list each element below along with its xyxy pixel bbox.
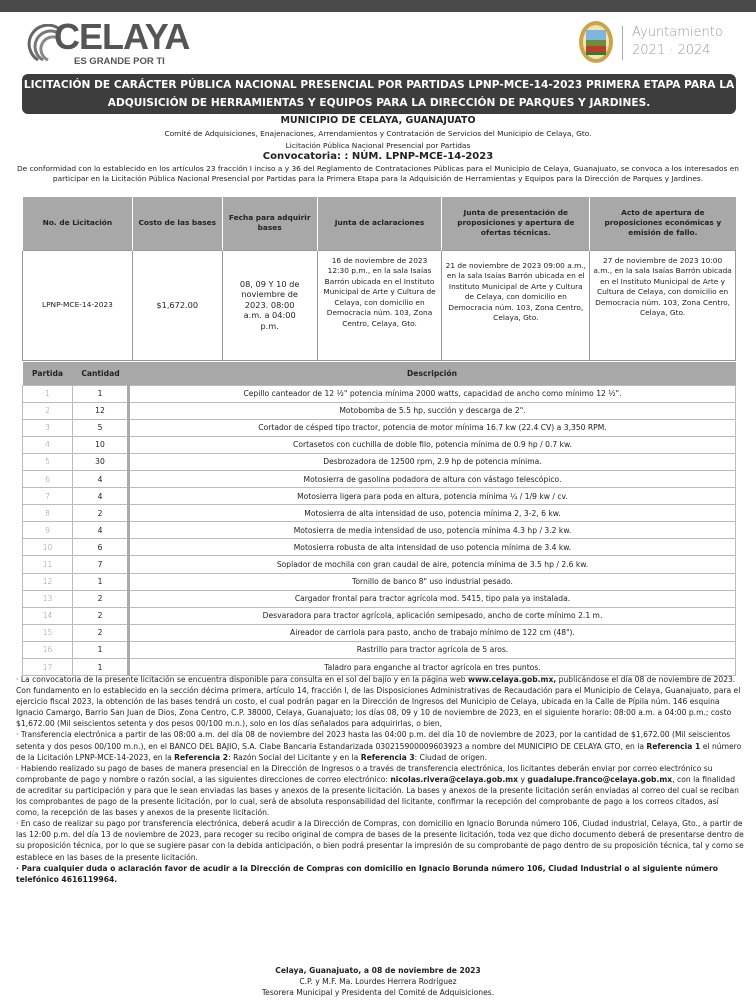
table-row xyxy=(23,556,736,573)
cantidad-cell: 10 xyxy=(73,436,129,453)
fecha-bases: 08, 09 Y 10 de noviembre de 2023. 08:00 a.m. a 04:00 p.m. xyxy=(222,250,317,360)
schedule-row xyxy=(23,250,736,360)
descripcion-cell: Cortador de césped tipo tractor, potencia de motor mínima 16.7 kw (22.4 CV) a 3,350 RPM. xyxy=(129,419,736,436)
ayuntamiento-label xyxy=(632,24,723,60)
descripcion-cell: Desbrozadora de 12500 rpm, 2.9 hp de potencia mínima. xyxy=(129,453,736,470)
col-header-fecha: Fecha para adquirir bases xyxy=(222,197,317,250)
partida-cell: 6 xyxy=(23,470,73,487)
descripcion-cell: Motosierra ligera para poda en altura, potencia mínima ¼ / 1/9 kw / cv. xyxy=(129,488,736,505)
descripcion-cell: Rastrillo para tractor agrícola de 5 aros. xyxy=(129,641,736,658)
descripcion-cell: Motosierra de alta intensidad de uso, potencia mínima 2, 3-2, 6 kw. xyxy=(129,505,736,522)
partida-cell: 17 xyxy=(23,659,73,676)
descripcion-cell: Cortasetos con cuchilla de doble filo, potencia mínima de 0.9 hp / 0.7 kw. xyxy=(129,436,736,453)
header-separator xyxy=(622,26,623,60)
col-header-partida: Partida xyxy=(23,362,73,385)
partida-cell: 10 xyxy=(23,539,73,556)
cantidad-cell: 1 xyxy=(73,385,129,402)
descripcion-cell: Soplador de mochila con gran caudal de aire, potencia mínima de 3.5 hp / 2.6 kw. xyxy=(129,556,736,573)
col-header-costo: Costo de las bases xyxy=(132,197,222,250)
top-bar xyxy=(0,0,756,12)
cantidad-cell: 6 xyxy=(73,539,129,556)
descripcion-cell: Motobomba de 5.5 hp, succión y descarga de 2". xyxy=(129,402,736,419)
partida-cell: 2 xyxy=(23,402,73,419)
partida-cell: 13 xyxy=(23,590,73,607)
licitacion-number: LPNP-MCE-14-2023 xyxy=(23,250,133,360)
items-table xyxy=(22,362,736,676)
signature-name: C.P. y M.F. Ma. Lourdes Herrera Rodríguez xyxy=(299,977,457,986)
partida-cell: 16 xyxy=(23,641,73,658)
col-header-cantidad: Cantidad xyxy=(73,362,129,385)
items-header-row xyxy=(23,362,736,385)
descripcion-cell: Motosierra robusta de alta intensidad de uso potencia mínima de 3.4 kw. xyxy=(129,539,736,556)
table-row xyxy=(23,402,736,419)
col-header-licitacion: No. de Licitación xyxy=(23,197,133,250)
licitacion-type: Licitación Pública Nacional Presencial por Partidas xyxy=(285,141,471,150)
intro-paragraph: De conformidad con lo establecido en los artículos 23 fracción I inciso a y 36 del Reglamento de Contrataciones Públicas para el Municipio de Celaya, Guanajuato, se convoca a los interesados en participar en la Licitación Pública Nacional Presencial por Partidas para la Primera Etapa para la Adquisición de Herramientas y Equipos para la Dirección de Parques y Jardines. xyxy=(16,164,739,183)
ayuntamiento-years: 2021 · 2024 xyxy=(632,43,711,58)
costo-bases: $1,672.00 xyxy=(132,250,222,360)
email-link-1[interactable]: nicolas.rivera@celaya.gob.mx xyxy=(390,774,519,784)
descripcion-cell: Cepillo canteador de 12 ½" potencia mínima 2000 watts, capacidad de ancho como mínimo 12 ½". xyxy=(129,385,736,402)
descripcion-cell: Cargador frontal para tractor agrícola mod. 5415, tipo pala ya instalada. xyxy=(129,590,736,607)
comite-text: Comité de Adquisiciones, Enajenaciones, Arrendamientos y Contratación de Servicios del Municipio de Celaya, Gto. xyxy=(164,129,592,138)
ayuntamiento-text: Ayuntamiento xyxy=(632,25,723,40)
table-row xyxy=(23,573,736,590)
partida-cell: 5 xyxy=(23,453,73,470)
cantidad-cell: 1 xyxy=(73,641,129,658)
descripcion-cell: Motosierra de gasolina podadora de altura con vástago telescópico. xyxy=(129,470,736,487)
junta-aclaraciones: 16 de noviembre de 2023 12:30 p.m., en la sala Isaías Barrón ubicada en el Instituto Municipal de Arte y Cultura de Celaya, con domicilio en Democracia núm. 103, Zona Centro, Celaya, Gto. xyxy=(317,250,442,360)
partida-cell: 8 xyxy=(23,505,73,522)
partida-cell: 11 xyxy=(23,556,73,573)
celaya-logo xyxy=(24,16,190,68)
table-row xyxy=(23,590,736,607)
col-header-acto-apertura: Acto de apertura de proposiciones económicas y emisión de fallo. xyxy=(590,197,736,250)
table-row xyxy=(23,436,736,453)
cantidad-cell: 5 xyxy=(73,419,129,436)
schedule-header-row xyxy=(23,197,736,250)
descripcion-cell: Taladro para enganche al tractor agrícola en tres puntos. xyxy=(129,659,736,676)
cantidad-cell: 2 xyxy=(73,607,129,624)
cantidad-cell: 1 xyxy=(73,573,129,590)
partida-cell: 14 xyxy=(23,607,73,624)
cantidad-cell: 4 xyxy=(73,522,129,539)
partida-cell: 15 xyxy=(23,624,73,641)
cantidad-cell: 2 xyxy=(73,505,129,522)
banner-line-1: LICITACIÓN DE CARÁCTER PÚBLICA NACIONAL PRESENCIAL POR PARTIDAS LPNP-MCE-14-2023 PRIMERA ETAPA PARA LA xyxy=(23,79,735,91)
banner-line-2: ADQUISICIÓN DE HERRAMIENTAS Y EQUIPOS PARA LA DIRECCIÓN DE PARQUES Y JARDINES. xyxy=(107,97,651,109)
cantidad-cell: 7 xyxy=(73,556,129,573)
cantidad-cell: 2 xyxy=(73,624,129,641)
col-header-junta-presentacion: Junta de presentación de proposiciones y apertura de ofertas técnicas. xyxy=(442,197,590,250)
descripcion-cell: Aireador de carriola para pasto, ancho de trabajo mínimo de 122 cm (48"). xyxy=(129,624,736,641)
logo-text: CELAYA xyxy=(54,16,190,57)
col-header-descripcion: Descripción xyxy=(129,362,736,385)
table-row xyxy=(23,641,736,658)
table-row xyxy=(23,419,736,436)
partida-cell: 12 xyxy=(23,573,73,590)
municipal-seal-icon xyxy=(578,20,614,64)
logo-tagline: ES GRANDE POR TI xyxy=(74,56,165,67)
note-4: · En caso de realizar su pago por transferencia electrónica, deberá acudir a la Dirección de Compras, con domicilio en Ignacio Borunda número 106, Ciudad industrial, Celaya, Gto., a partir de las 12:00 p.m. del día 13 de noviembre de 2023, para recoger su recibo original de compra de bases de la presente licitación, toda vez que dicho documento deberá de presentarse dentro de su proposición técnica, por lo que se sugiere pasar con la debida anticipación, o bien podrá presentar la impresión de su comprobante de pago dentro de su proposición técnica, tal y como se establece en las bases de la presente licitación. xyxy=(16,819,744,862)
descripcion-cell: Motosierra de media intensidad de uso, potencia mínima 4.3 hp / 3.2 kw. xyxy=(129,522,736,539)
email-link-2[interactable]: guadalupe.franco@celaya.gob.mx xyxy=(527,774,673,784)
col-header-junta-aclaraciones: Junta de aclaraciones xyxy=(317,197,442,250)
partida-cell: 9 xyxy=(23,522,73,539)
table-row xyxy=(23,470,736,487)
cantidad-cell: 1 xyxy=(73,659,129,676)
acto-apertura: 27 de noviembre de 2023 10:00 a.m., en la sala Isaías Barrón ubicada en el Instituto Municipal de Arte y Cultura de Celaya, con domicilio en Democracia núm. 103, Zona Centro, Celaya, Gto. xyxy=(590,250,736,360)
note-1: · La convocatoria de la presente licitación se encuentra disponible para consulta en el sol del bajío y en la página web www.celaya.gob.mx, publicándose el día 08 de noviembre de 2023. Con fundamento en lo establecido en la sección décima primera, artículo 14, fracción I, de las Disposiciones Administrativas de Recaudación para el Municipio de Celaya, Guanajuato, para el ejercicio fiscal 2023, la obtención de las bases tendrá un costo, el cual podrán pagar en la Dirección de Ingresos del Municipio de Celaya, ubicada en la Calle de Pípila núm. 146 esquina Ignacio Camargo, Barrio San Juan de Dios, Zona Centro, C.P. 38000, Celaya, Guanajuato; los días 08, 09 y 10 de noviembre de 2023, en el siguiente horario: 08:00 a.m. a 04:00 p.m.; costo $1,672.00 (Mil seiscientos setenta y dos pesos 00/100 m.n.), solo en los días señalados para adquirirlas, o bien, xyxy=(16,675,741,729)
table-row xyxy=(23,522,736,539)
schedule-table xyxy=(22,197,736,361)
notes-section xyxy=(16,674,744,885)
table-row xyxy=(23,453,736,470)
convocatoria-number: Convocatoria: : NÚM. LPNP-MCE-14-2023 xyxy=(262,151,494,162)
cantidad-cell: 30 xyxy=(73,453,129,470)
website-link[interactable]: www.celaya.gob.mx, xyxy=(468,675,557,684)
note-5: · Para cualquier duda o aclaración favor de acudir a la Dirección de Compras con domicilio en Ignacio Borunda número 106, Ciudad Industrial o al siguiente número telefónico 4616119964. xyxy=(16,863,719,884)
descripcion-cell: Desvaradora para tractor agrícola, aplicación semipesado, ancho de corte mínimo 2.1 m. xyxy=(129,607,736,624)
table-row xyxy=(23,539,736,556)
table-row xyxy=(23,488,736,505)
table-row xyxy=(23,624,736,641)
table-row xyxy=(23,385,736,402)
junta-presentacion: 21 de noviembre de 2023 09:00 a.m., en la sala Isaías Barrón ubicada en el Instituto Municipal de Arte y Cultura de Celaya, con domicilio en Democracia núm. 103, Zona Centro, Celaya, Gto. xyxy=(442,250,590,360)
municipio-heading: MUNICIPIO DE CELAYA, GUANAJUATO xyxy=(280,115,476,126)
table-row xyxy=(23,607,736,624)
cantidad-cell: 12 xyxy=(73,402,129,419)
partida-cell: 1 xyxy=(23,385,73,402)
cantidad-cell: 4 xyxy=(73,470,129,487)
note-2: · Transferencia electrónica a partir de las 08:00 a.m. del día 08 de noviembre del 2023 hasta las 04:00 p.m. del día 10 de noviembre de 2023, por la cantidad de $1,672.00 (Mil seiscientos setenta y dos pesos 00/100 m.n.), en el BANCO DEL BAJIO, S.A. Clabe Bancaria Estandarizada 030215900009603923 a nombre del MUNICIPIO DE CELAYA GTO, en la Referencia 1 el número de la Licitación LPNP-MCE-14-2023, en la Referencia 2: Razón Social del Licitante y en la Referencia 3: Ciudad de origen. xyxy=(16,730,742,762)
table-row xyxy=(23,505,736,522)
partida-cell: 4 xyxy=(23,436,73,453)
cantidad-cell: 4 xyxy=(73,488,129,505)
note-3: · Habiendo realizado su pago de bases de manera presencial en la Dirección de Ingresos o a través de transferencia electrónica, los licitantes deberán enviar por correo electrónico su comprobante de pago y nombre o razón social, a las siguientes direcciones de correo electrónico: nicolas.rivera@celaya.gob.mx y guadalupe.franco@celaya.gob.mx, con la finalidad de acreditar su participación y para que le sean enviadas las bases y anexos de la presente licitación. La bases y anexos de la presente licitación serán enviadas al correo del cual se reciban los comprobantes de pago de la presente licitación, por lo cual, será de absoluta responsabilidad del licitante, confirmar la recepción del comprobante de pago a los correos citados, así como, la recepción de las bases y anexos de la presente licitación. xyxy=(16,763,739,818)
signature-place-date: Celaya, Guanajuato, a 08 de noviembre de 2023 xyxy=(275,966,481,975)
signature-role: Tesorera Municipal y Presidenta del Comité de Adquisiciones. xyxy=(261,988,495,997)
partida-cell: 3 xyxy=(23,419,73,436)
descripcion-cell: Tornillo de banco 8" uso industrial pesado. xyxy=(129,573,736,590)
title-banner xyxy=(22,74,736,114)
cantidad-cell: 2 xyxy=(73,590,129,607)
partida-cell: 7 xyxy=(23,488,73,505)
